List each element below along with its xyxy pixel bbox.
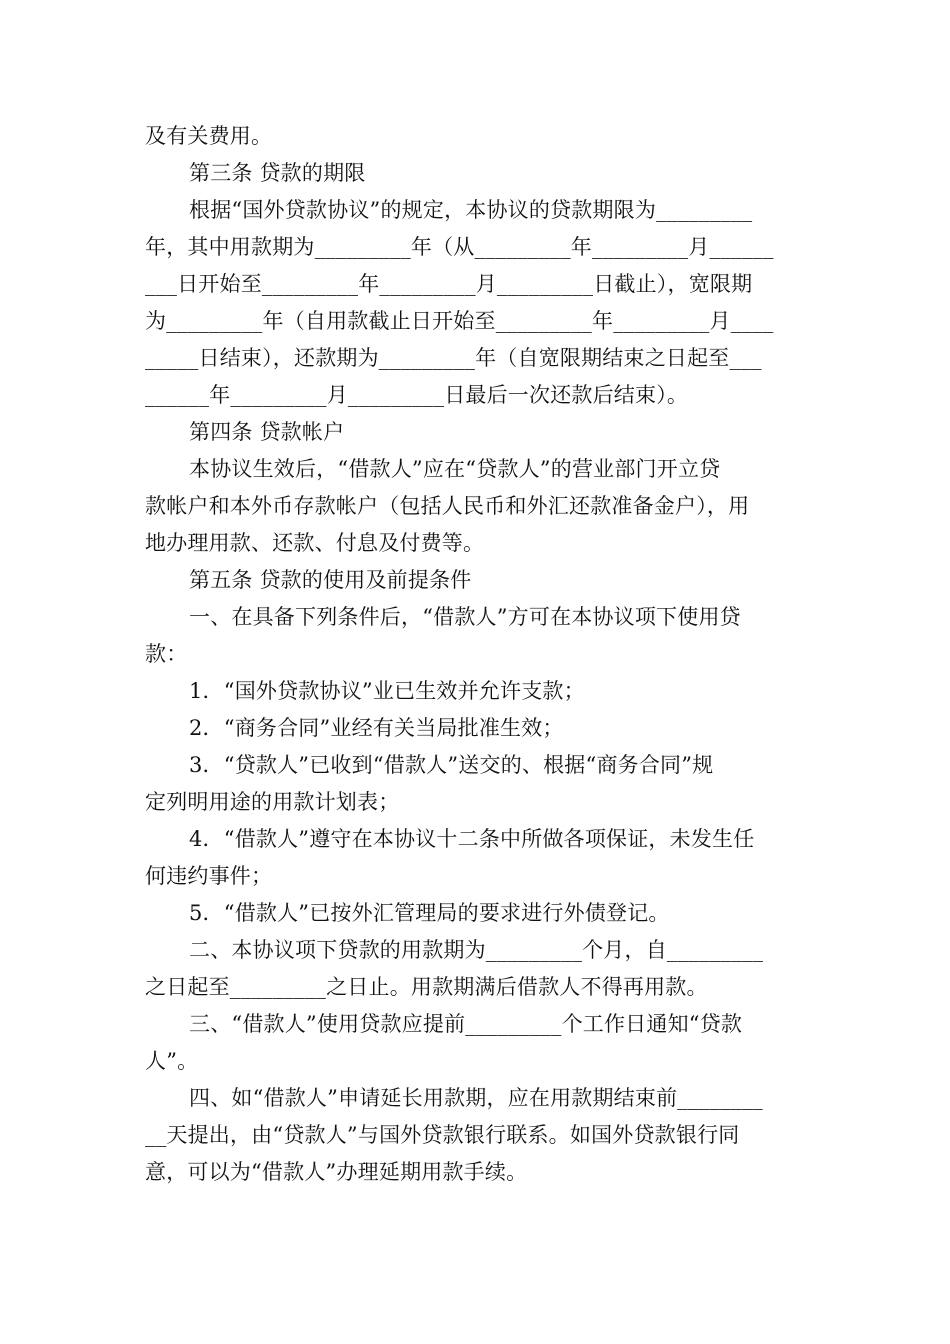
text-line: 根据“国外贷款协议”的规定，本协议的贷款期限为_________ [189,198,753,222]
text-line: 二、本协议项下贷款的用款期为_________个月，自_________ [189,938,764,962]
text-line: 四、如“借款人”申请延长用款期，应在用款期结束前________ [189,1086,763,1110]
list-item: 4．“借款人”遵守在本协议十二条中所做各项保证，未发生任 [189,827,755,851]
text-line: ______年_________月_________日最后一次还款后结束）。 [145,383,689,407]
text-line: 意，可以为“借款人”办理延期用款手续。 [145,1160,528,1184]
text-line: 之日起至_________之日止。用款期满后借款人不得再用款。 [145,975,708,999]
text-line: 三、“借款人”使用贷款应提前_________个工作日通知“贷款 [189,1012,743,1036]
text-line: 定列明用途的用款计划表； [145,790,400,814]
text-line: 年，其中用款期为_________年（从_________年_________月______ [145,235,774,259]
text-line: 地办理用款、还款、付息及付费等。 [145,531,485,555]
text-line: 款： [145,642,188,666]
list-item: 1．“国外贷款协议”业已生效并允许支款； [189,679,585,703]
text-line: 为_________年（自用款截止日开始至_________年_________月____ [145,309,774,333]
article-heading: 第五条 贷款的使用及前提条件 [189,568,472,592]
text-line: ___日开始至_________年_________月_________日截止），宽限期 [145,272,753,296]
list-item: 5．“借款人”已按外汇管理局的要求进行外债登记。 [189,901,670,925]
text-line: 款帐户和本外币存款帐户（包括人民币和外汇还款准备金户），用 [145,494,750,518]
text-line: __天提出，由“贷款人”与国外贷款银行联系。如国外贷款银行同 [145,1123,740,1147]
text-line: 本协议生效后，“借款人”应在“贷款人”的营业部门开立贷 [189,457,721,481]
text-line: 及有关费用。 [145,124,273,148]
text-line: 人”。 [145,1049,199,1073]
article-heading: 第四条 贷款帐户 [189,420,345,444]
article-heading: 第三条 贷款的期限 [189,161,366,185]
text-line: 何违约事件； [145,864,273,888]
list-item: 3．“贷款人”已收到“借款人”送交的、根据“商务合同”规 [189,753,714,777]
text-line: 一、在具备下列条件后，“借款人”方可在本协议项下使用贷 [189,605,741,629]
list-item: 2．“商务合同”业经有关当局批准生效； [189,716,564,740]
text-line: _____日结束），还款期为_________年（自宽限期结束之日起至___ [145,346,762,370]
